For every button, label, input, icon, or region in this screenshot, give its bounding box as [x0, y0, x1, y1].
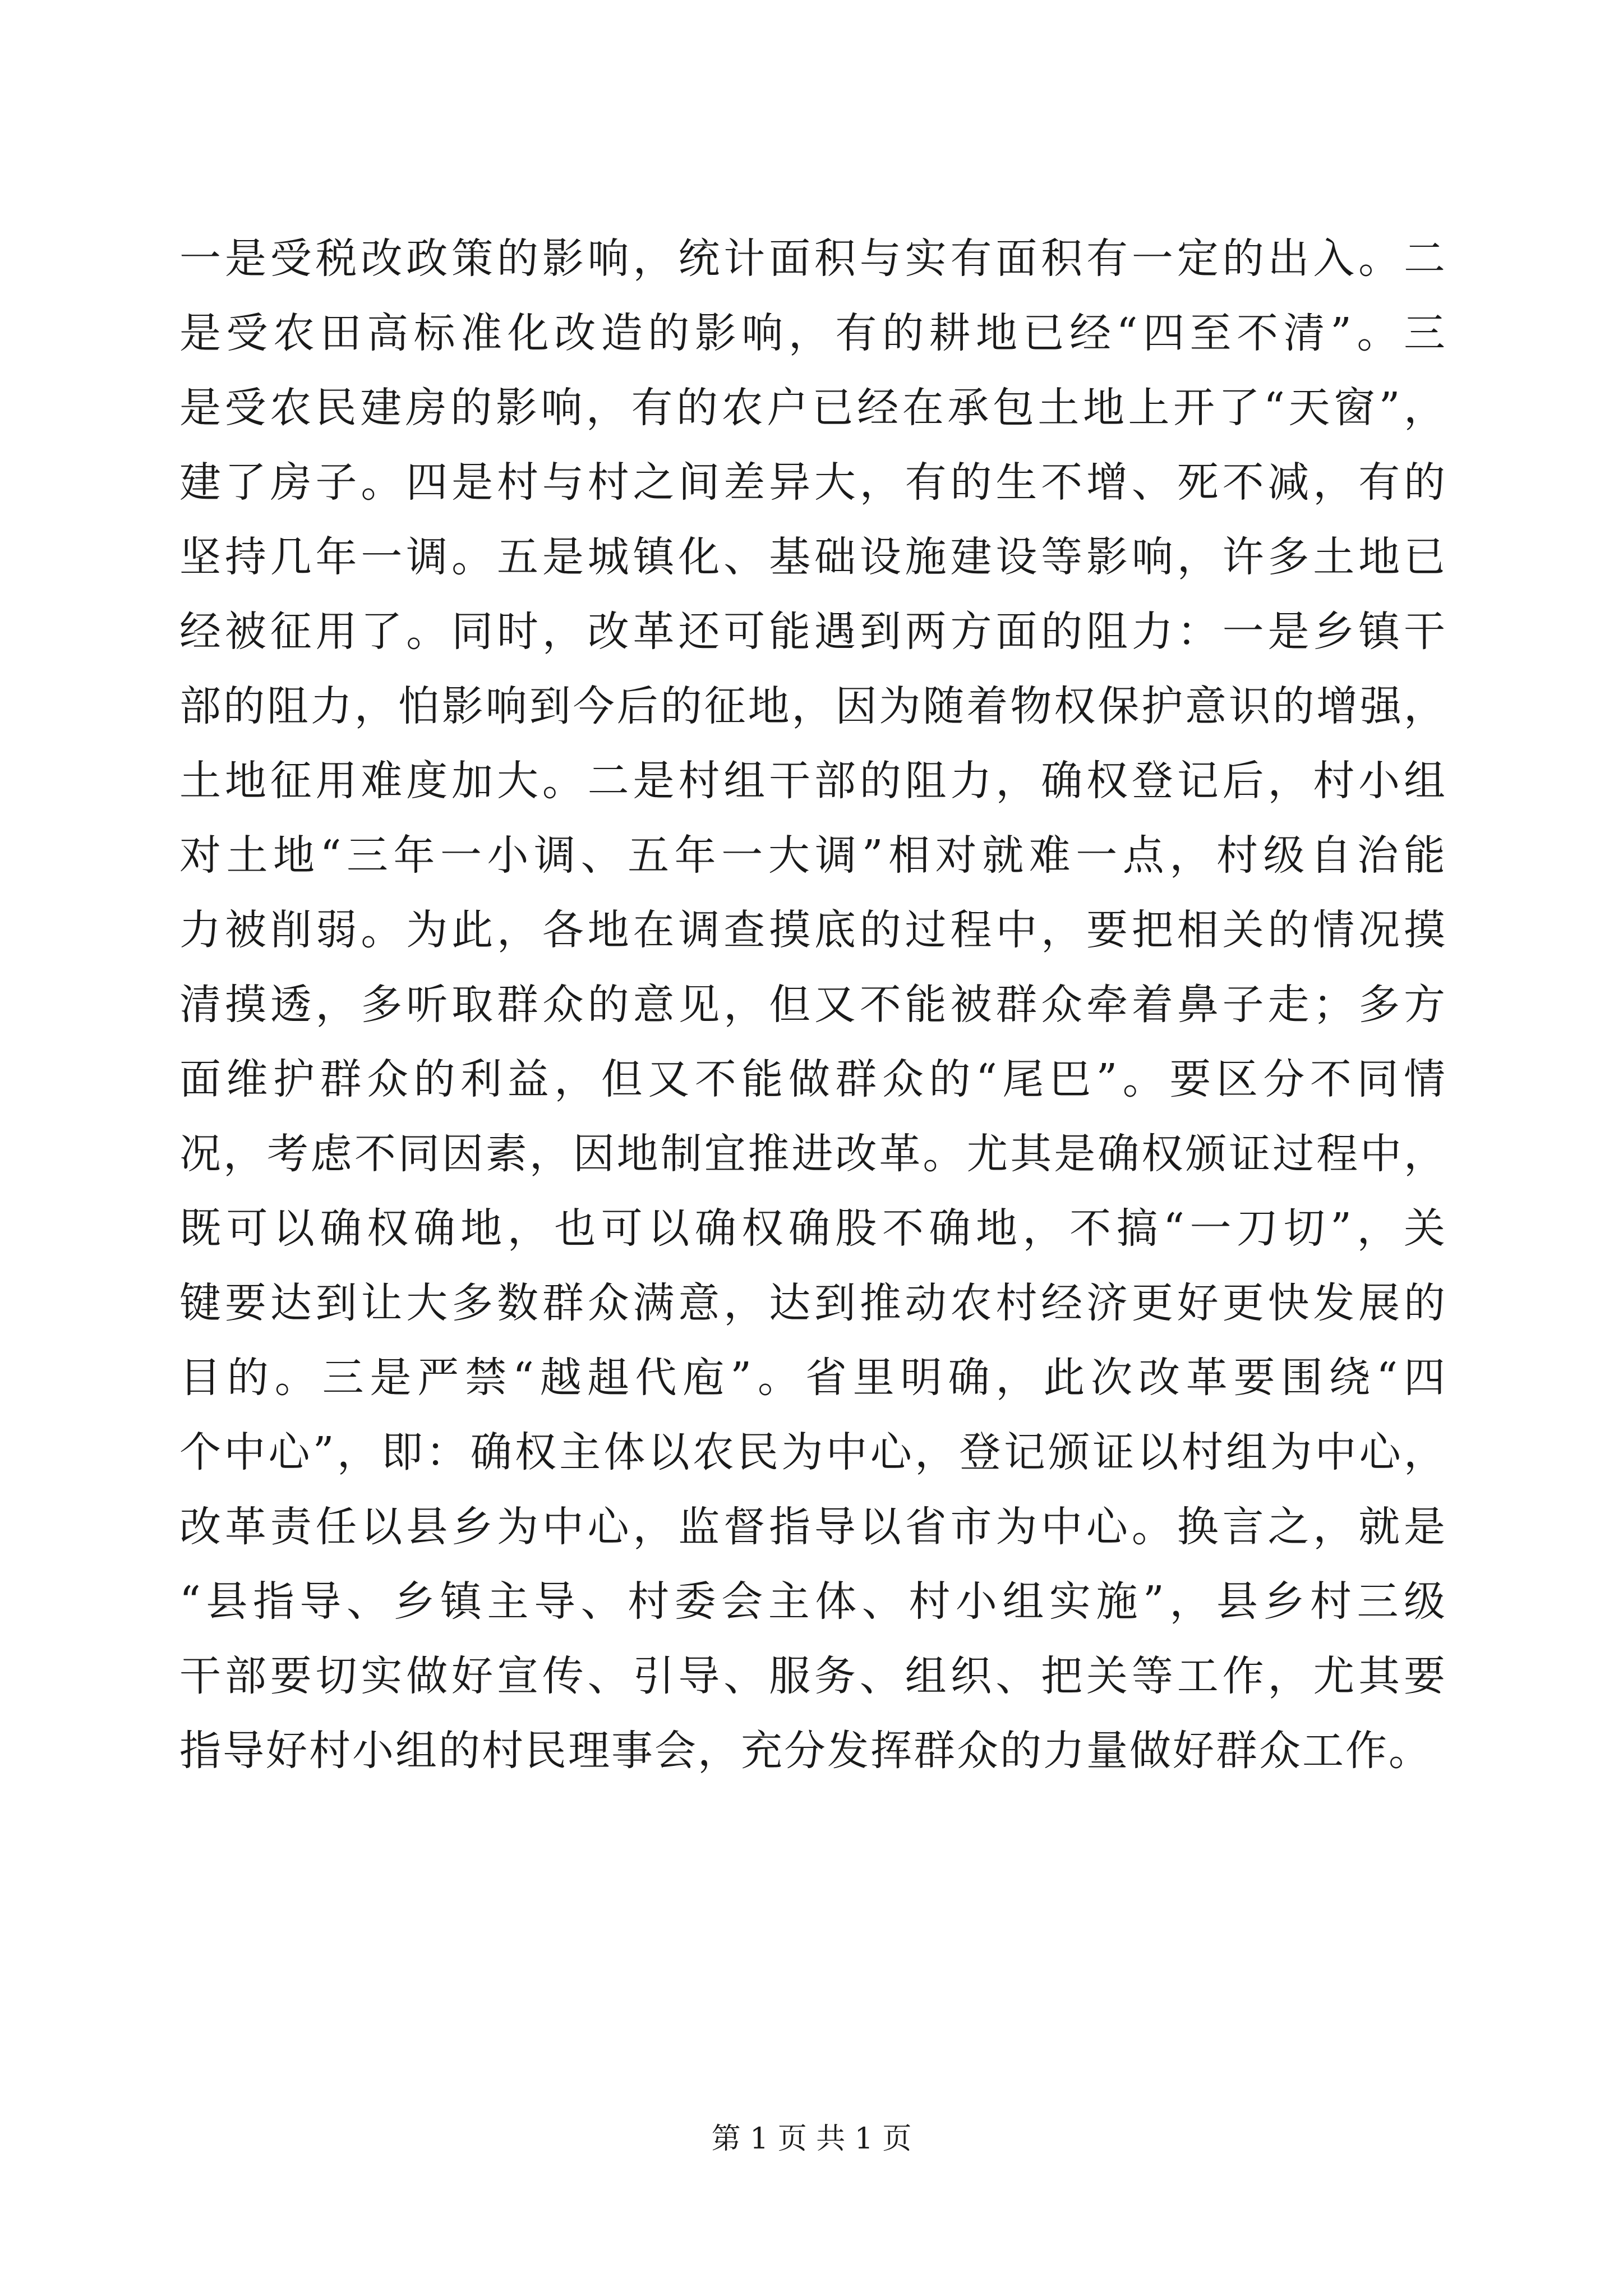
text-line: 干部要切实做好宣传、引导、服务、组织、把关等工作，尤其要 [179, 1652, 1447, 1700]
text-line: 目的。三是严禁“越趄代庖”。省里明确，此次改革要围绕“四 [179, 1354, 1447, 1402]
text-line: 经被征用了。同时，改革还可能遇到两方面的阻力：一是乡镇干 [179, 608, 1447, 656]
text-line: 个中心”，即：确权主体以农民为中心，登记颁证以村组为中心， [179, 1428, 1447, 1476]
text-line: 既可以确权确地，也可以确权确股不确地，不搞“一刀切”，关 [179, 1204, 1447, 1253]
text-line: 是受农田高标准化改造的影响，有的耕地已经“四至不清”。三 [179, 309, 1447, 357]
text-line: 土地征用难度加大。二是村组干部的阻力，确权登记后，村小组 [179, 757, 1447, 805]
body-text [179, 222, 1447, 1788]
text-line: 部的阻力，怕影响到今后的征地，因为随着物权保护意识的增强， [179, 682, 1447, 730]
text-line: 建了房子。四是村与村之间差异大，有的生不增、死不减，有的 [179, 458, 1447, 507]
text-line: 改革责任以县乡为中心，监督指导以省市为中心。换言之，就是 [179, 1503, 1447, 1551]
text-line: 况，考虑不同因素，因地制宜推进改革。尤其是确权颁证过程中， [179, 1130, 1447, 1178]
text-line: 面维护群众的利益，但又不能做群众的“尾巴”。要区分不同情 [179, 1055, 1447, 1103]
text-line: 一是受税改政策的影响，统计面积与实有面积有一定的出入。二 [179, 234, 1447, 283]
text-line: “县指导、乡镇主导、村委会主体、村小组实施”，县乡村三级 [179, 1577, 1447, 1626]
text-line: 指导好村小组的村民理事会，充分发挥群众的力量做好群众工作。 [179, 1727, 1432, 1775]
text-line: 对土地“三年一小调、五年一大调”相对就难一点，村级自治能 [179, 831, 1447, 880]
text-line: 力被削弱。为此，各地在调查摸底的过程中，要把相关的情况摸 [179, 906, 1447, 954]
text-line: 坚持几年一调。五是城镇化、基础设施建设等影响，许多土地已 [179, 533, 1447, 581]
text-line: 是受农民建房的影响，有的农户已经在承包土地上开了“天窗”， [179, 384, 1447, 432]
text-line: 清摸透，多听取群众的意见，但又不能被群众牵着鼻子走；多方 [179, 981, 1447, 1029]
page-footer [0, 2115, 1623, 2157]
text-line: 键要达到让大多数群众满意，达到推动农村经济更好更快发展的 [179, 1279, 1447, 1327]
page-number-label: 第 1 页 共 1 页 [711, 2122, 912, 2156]
